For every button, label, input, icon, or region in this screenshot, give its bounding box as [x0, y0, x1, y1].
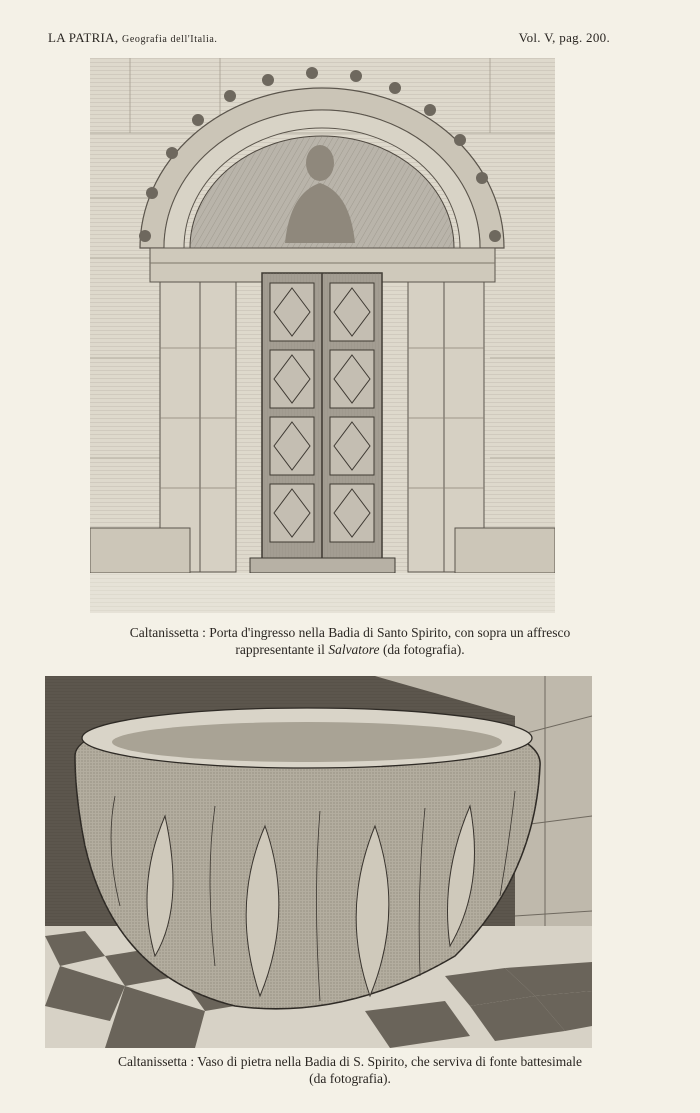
volume-page: Vol. V, pag. 200. [518, 30, 610, 45]
running-title [48, 30, 218, 46]
caption-line: Caltanissetta : Vaso di pietra nella Badia di S. Spirito, che serviva di fonte battesimale [118, 1054, 582, 1069]
figure-caption-vessel [30, 1053, 670, 1087]
caption-line: Caltanissetta : Porta d'ingresso nella Badia di Santo Spirito, con sopra un affresco [129, 625, 571, 640]
caption-line [30, 641, 670, 658]
running-title-sub: Geografia dell'Italia. [122, 34, 218, 45]
running-title-main: LA PATRIA, [48, 30, 119, 45]
caption-line: (da fotografia). [309, 1071, 391, 1086]
portal-engraving [90, 58, 555, 613]
caption-text: rappresentante il [235, 642, 325, 657]
figure-caption-portal [30, 624, 670, 658]
baptismal-vessel-engraving [45, 676, 592, 1048]
caption-italic-salvatore: Salvatore [328, 642, 380, 657]
page-header [48, 30, 610, 46]
caption-text: (da fotografia). [382, 642, 465, 657]
